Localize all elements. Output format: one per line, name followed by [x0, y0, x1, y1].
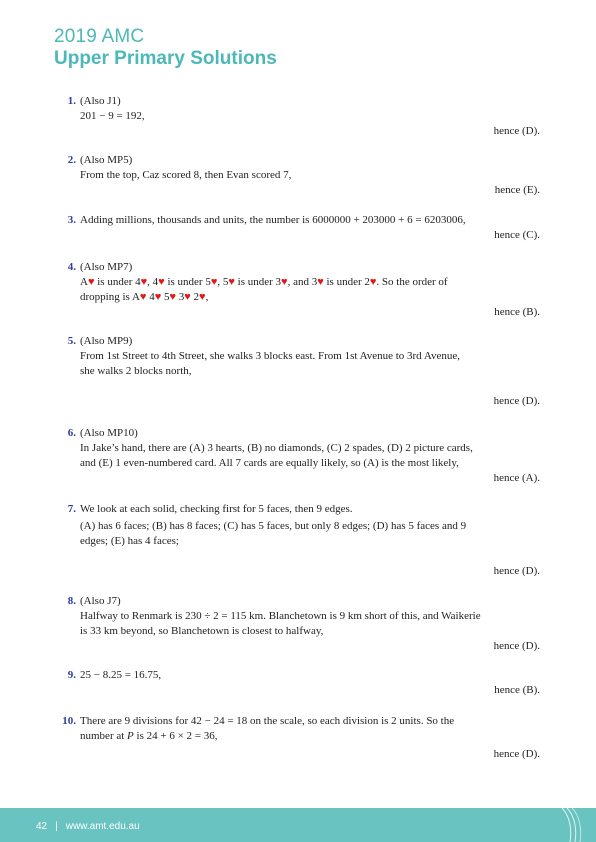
solution-line: number at P is 24 + 6 × 2 = 36, — [80, 730, 218, 742]
solution-line: (Also J1) — [80, 95, 121, 107]
solution-line: In Jake’s hand, there are (A) 3 hearts, (B) no diamonds, (C) 2 spades, (D) 2 picture cards, — [80, 442, 473, 454]
solution-line: From the top, Caz scored 8, then Evan scored 7, — [80, 169, 292, 181]
solution-line: Halfway to Renmark is 230 ÷ 2 = 115 km. Blanchetown is 9 km short of this, and Waikerie — [80, 610, 481, 622]
solution-number: 4. — [67, 261, 76, 273]
page-footer — [0, 808, 596, 842]
solution-line: 201 − 9 = 192, — [80, 110, 145, 122]
heart-icon: ♥ — [199, 291, 206, 303]
solution-answer: hence (A). — [493, 472, 540, 484]
solution-line: she walks 2 blocks north, — [80, 365, 192, 377]
solution-line: From 1st Street to 4th Street, she walks 3 blocks east. From 1st Avenue to 3rd Avenue, — [80, 350, 460, 362]
solution-line: (Also MP9) — [80, 335, 133, 347]
solution-line: (Also MP7) — [80, 261, 133, 273]
solution-answer: hence (E). — [494, 184, 540, 196]
solution-answer: hence (D). — [493, 125, 540, 137]
solution-number: 1. — [67, 95, 76, 107]
solution-number: 9. — [67, 669, 76, 681]
header-subtitle: Upper Primary Solutions — [54, 48, 277, 69]
solution-answer: hence (D). — [493, 395, 540, 407]
solution-answer: hence (B). — [494, 306, 540, 318]
footer-separator: | — [55, 821, 58, 832]
solution-number: 6. — [67, 427, 76, 439]
solution-number: 10. — [62, 715, 76, 727]
heart-icon: ♥ — [281, 276, 288, 288]
solution-4 — [56, 260, 540, 320]
solution-line-hearts: A♥ is under 4♥, 4♥ is under 5♥, 5♥ is under 3♥, and 3♥ is under 2♥. So the order of — [80, 276, 448, 288]
page-header — [54, 26, 277, 70]
heart-icon: ♥ — [139, 291, 147, 303]
solution-number: 7. — [67, 503, 76, 515]
solution-answer: hence (C). — [494, 229, 540, 241]
heart-icon: ♥ — [154, 291, 162, 303]
heart-icon: ♥ — [140, 276, 148, 288]
solution-number: 3. — [67, 214, 76, 226]
heart-icon: ♥ — [169, 291, 176, 303]
heart-icon: ♥ — [87, 276, 95, 288]
solution-number: 8. — [67, 595, 76, 607]
heart-icon: ♥ — [228, 276, 235, 288]
solution-line: We look at each solid, checking first for 5 faces, then 9 edges. — [80, 503, 353, 515]
footer-curve-decoration-icon — [556, 808, 596, 842]
solution-8 — [56, 594, 540, 654]
solution-line: (A) has 6 faces; (B) has 8 faces; (C) has 5 faces, but only 8 edges; (D) has 5 faces and 9 — [80, 520, 467, 532]
header-title: 2019 AMC — [54, 26, 145, 47]
solution-10 — [56, 714, 540, 762]
solution-5 — [56, 334, 540, 409]
heart-icon: ♥ — [210, 276, 218, 288]
solution-answer: hence (D). — [493, 565, 540, 577]
solution-line: and (E) 1 even-numbered card. All 7 cards are equally likely, so (A) is the most likely, — [80, 457, 459, 469]
solution-line: (Also J7) — [80, 595, 121, 607]
solution-line: (Also MP5) — [80, 154, 133, 166]
solution-3 — [56, 213, 540, 243]
solution-line-hearts: dropping is A♥ 4♥ 5♥ 3♥ 2♥, — [80, 291, 209, 303]
heart-icon: ♥ — [158, 276, 165, 288]
solution-line: is 33 km beyond, so Blanchetown is closest to halfway, — [80, 625, 324, 637]
solution-9 — [56, 668, 540, 698]
solution-line: Adding millions, thousands and units, the number is 6000000 + 203000 + 6 = 6203006, — [80, 214, 466, 226]
heart-icon: ♥ — [369, 276, 377, 288]
solution-answer: hence (D). — [493, 748, 540, 760]
solution-2 — [56, 153, 540, 198]
footer-url: www.amt.edu.au — [65, 821, 140, 832]
solution-number: 2. — [67, 154, 76, 166]
solution-line: (Also MP10) — [80, 427, 138, 439]
solution-7 — [56, 502, 540, 579]
solution-answer: hence (B). — [494, 684, 540, 696]
heart-icon: ♥ — [184, 291, 191, 303]
heart-icon: ♥ — [317, 276, 324, 288]
solution-1 — [56, 94, 540, 139]
solution-line: There are 9 divisions for 42 − 24 = 18 on the scale, so each division is 2 units. So the — [80, 715, 455, 727]
solution-answer: hence (D). — [493, 640, 540, 652]
solution-number: 5. — [67, 335, 76, 347]
solution-6 — [56, 426, 540, 486]
solution-line: 25 − 8.25 = 16.75, — [80, 669, 162, 681]
solution-line: edges; (E) has 4 faces; — [80, 535, 179, 547]
page-number: 42 — [36, 821, 48, 832]
